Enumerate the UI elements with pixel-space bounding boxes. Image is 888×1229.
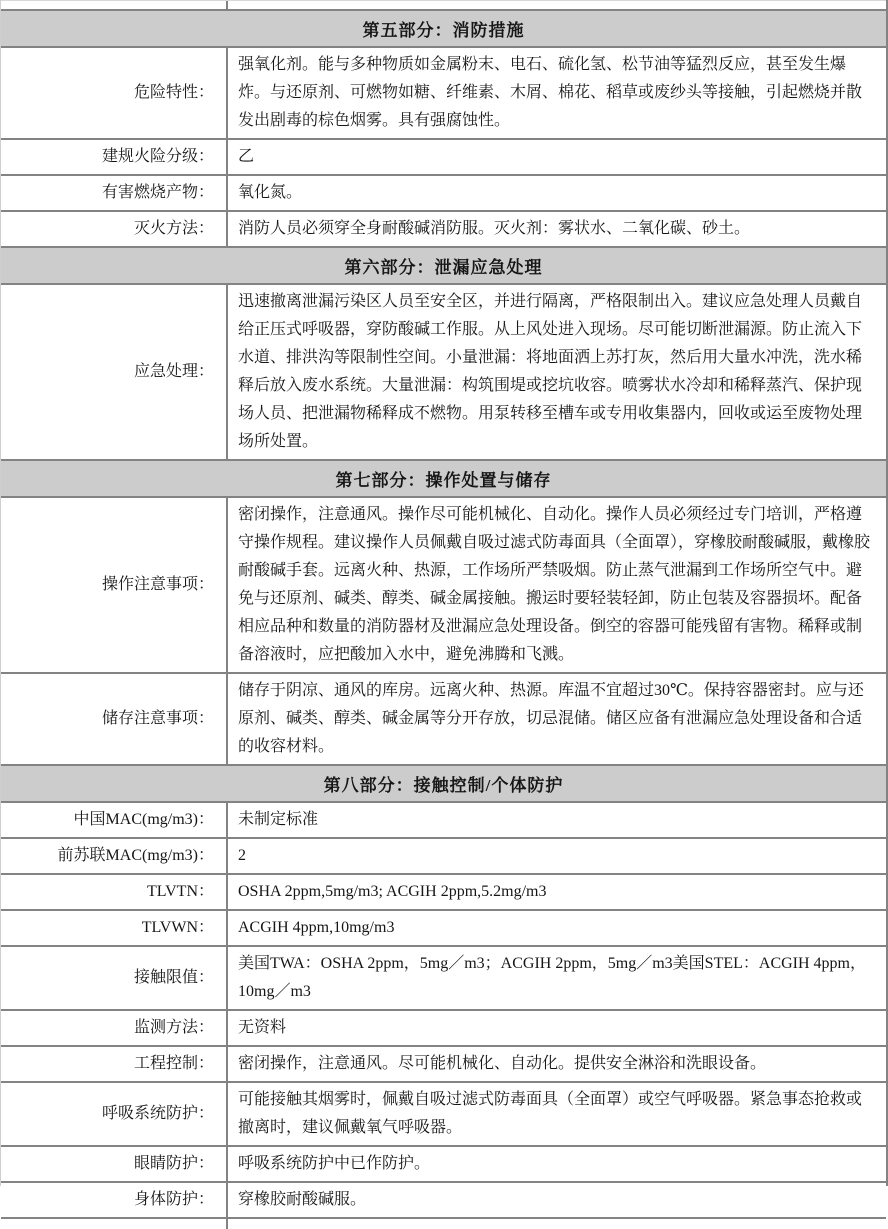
field-row-emergency-response — [1, 283, 886, 459]
field-value — [226, 839, 886, 873]
field-value-text: OSHA 2ppm,5mg/m3; ACGIH 2ppm,5.2mg/m3 — [238, 883, 547, 900]
cropped-label-cell — [1, 1, 226, 9]
field-value-text: 2 — [238, 847, 246, 864]
field-row-ussr-mac — [1, 837, 886, 873]
field-value-text: 强氧化剂。能与多种物质如金属粉末、电石、硫化氢、松节油等猛烈反应，甚至发生爆炸。与还原剂、可燃物如糖、纤维素、木屑、棉花、稻草或废纱头等接触，引起燃烧并散发出剧毒的棕色烟雾。具有强腐蚀性。 — [238, 56, 863, 129]
field-value-text: 迅速撤离泄漏污染区人员至安全区，并进行隔离，严格限制出入。建议应急处理人员戴自给正压式呼吸器，穿防酸碱工作服。从上风处进入现场。尽可能切断泄漏源。防止流入下水道、排洪沟等限制性空间。小量泄漏：将地面洒上苏打灰，然后用大量水冲洗，洗水稀释后放入废水系统。大量泄漏：构筑围堤或挖坑收容。喷雾状水冷却和稀释蒸汽、保护现场人员、把泄漏物稀释成不燃物。用泵转移至槽车或专用收集器内，回收或运至废物处理场所处置。 — [238, 293, 863, 450]
field-label-text: TLVWN： — [141, 919, 214, 936]
field-value — [226, 911, 886, 945]
field-value — [226, 48, 886, 138]
field-value-text: 消防人员必须穿全身耐酸碱消防服。灭火剂：雾状水、二氧化碳、砂土。 — [238, 220, 751, 237]
field-label — [1, 1011, 226, 1045]
field-value — [226, 1083, 886, 1145]
cropped-row-top — [1, 0, 886, 9]
field-row-respiratory-protection — [1, 1081, 886, 1145]
field-row-storage-precautions — [1, 672, 886, 764]
field-label-text: 工程控制： — [133, 1055, 214, 1072]
field-value-text: 未制定标准 — [238, 811, 319, 828]
field-value — [226, 285, 886, 459]
cropped-value-cell — [226, 1219, 886, 1229]
field-label-text: 前苏联MAC(mg/m3)： — [57, 847, 214, 864]
field-label — [1, 498, 226, 672]
field-label — [1, 875, 226, 909]
field-label — [1, 140, 226, 174]
field-row-tlvwn — [1, 909, 886, 945]
field-label-text: 危险特性： — [133, 84, 214, 101]
field-value — [226, 674, 886, 764]
field-row-handling-precautions — [1, 496, 886, 672]
field-label-text: 中国MAC(mg/m3)： — [73, 811, 214, 828]
section-header-handling-storage: 第七部分：操作处置与储存 — [1, 459, 886, 496]
field-label-text: 操作注意事项： — [101, 576, 214, 593]
field-row-exposure-limit — [1, 945, 886, 1009]
field-value — [226, 1183, 886, 1217]
field-value — [226, 140, 886, 174]
field-value-text: 氧化氮。 — [238, 184, 303, 201]
field-label-text: 储存注意事项： — [101, 710, 214, 727]
section-header-leak-emergency: 第六部分：泄漏应急处理 — [1, 246, 886, 283]
field-value — [226, 947, 886, 1009]
field-value-text: 无资料 — [238, 1019, 287, 1036]
field-value — [226, 176, 886, 210]
field-value — [226, 803, 886, 837]
cropped-row-bottom — [1, 1217, 886, 1229]
field-value-text: ACGIH 4ppm,10mg/m3 — [238, 919, 395, 936]
field-label-text: 眼睛防护： — [133, 1155, 214, 1172]
field-label — [1, 674, 226, 764]
cropped-value-cell — [226, 1, 886, 9]
field-value-text: 美国TWA：OSHA 2ppm，5mg／m3；ACGIH 2ppm，5mg／m3美国STEL：ACGIH 4ppm，10mg／m3 — [238, 955, 867, 1000]
field-value-text: 呼吸系统防护中已作防护。 — [238, 1155, 431, 1172]
field-value — [226, 212, 886, 246]
field-label-text: 监测方法： — [133, 1019, 214, 1036]
field-label-text: 身体防护： — [133, 1191, 214, 1208]
field-label-text: 呼吸系统防护： — [101, 1105, 214, 1122]
field-value — [226, 1011, 886, 1045]
field-row-fire-fighting-method — [1, 210, 886, 246]
field-label-text: 应急处理： — [133, 363, 214, 380]
field-row-tlvtn — [1, 873, 886, 909]
section-header-fire-measures: 第五部分：消防措施 — [1, 9, 886, 46]
field-value-text: 储存于阴凉、通风的库房。远离火种、热源。库温不宜超过30℃。保持容器密封。应与还原剂、碱类、醇类、碱金属等分开存放，切忌混储。储区应备有泄漏应急处理设备和合适的收容材料。 — [238, 682, 864, 755]
field-value — [226, 875, 886, 909]
field-row-hazard-characteristics — [1, 46, 886, 138]
field-row-body-protection — [1, 1181, 886, 1217]
field-label — [1, 1083, 226, 1145]
field-value — [226, 1147, 886, 1181]
field-row-engineering-control — [1, 1045, 886, 1081]
field-row-monitoring-method — [1, 1009, 886, 1045]
field-label — [1, 1147, 226, 1181]
field-value-text: 密闭操作，注意通风。尽可能机械化、自动化。提供安全淋浴和洗眼设备。 — [238, 1055, 767, 1072]
field-label — [1, 803, 226, 837]
field-label-text: 建规火险分级： — [101, 148, 214, 165]
field-row-building-fire-class — [1, 138, 886, 174]
field-label — [1, 285, 226, 459]
section-header-exposure-control: 第八部分：接触控制/个体防护 — [1, 764, 886, 801]
field-value — [226, 1047, 886, 1081]
field-label — [1, 176, 226, 210]
field-row-eye-protection — [1, 1145, 886, 1181]
cropped-label-cell — [1, 1219, 226, 1229]
field-label — [1, 212, 226, 246]
field-value — [226, 498, 886, 672]
field-label-text: 有害燃烧产物： — [101, 184, 214, 201]
field-value-text: 乙 — [238, 148, 255, 165]
field-label — [1, 1047, 226, 1081]
field-label-text: TLVTN： — [147, 883, 214, 900]
field-label-text: 接触限值： — [133, 969, 214, 986]
field-label — [1, 48, 226, 138]
field-label-text: 灭火方法： — [133, 220, 214, 237]
field-row-harmful-combustion-products — [1, 174, 886, 210]
field-label — [1, 911, 226, 945]
field-row-china-mac — [1, 801, 886, 837]
field-value-text: 密闭操作，注意通风。操作尽可能机械化、自动化。操作人员必须经过专门培训，严格遵守操作规程。建议操作人员佩戴自吸过滤式防毒面具（全面罩），穿橡胶耐酸碱服，戴橡胶耐酸碱手套。远离火种、热源，工作场所严禁吸烟。防止蒸气泄漏到工作场所空气中。避免与还原剂、碱类、醇类、碱金属接触。搬运时要轻装轻卸，防止包装及容器损坏。配备相应品种和数量的消防器材及泄漏应急处理设备。倒空的容器可能残留有害物。稀释或制备溶液时，应把酸加入水中，避免沸腾和飞溅。 — [238, 506, 871, 663]
field-value-text: 穿橡胶耐酸碱服。 — [238, 1191, 367, 1208]
field-label — [1, 839, 226, 873]
field-value-text: 可能接触其烟雾时，佩戴自吸过滤式防毒面具（全面罩）或空气呼吸器。紧急事态抢救或撤离时，建议佩戴氧气呼吸器。 — [238, 1091, 863, 1136]
field-label — [1, 1183, 226, 1217]
field-label — [1, 947, 226, 1009]
